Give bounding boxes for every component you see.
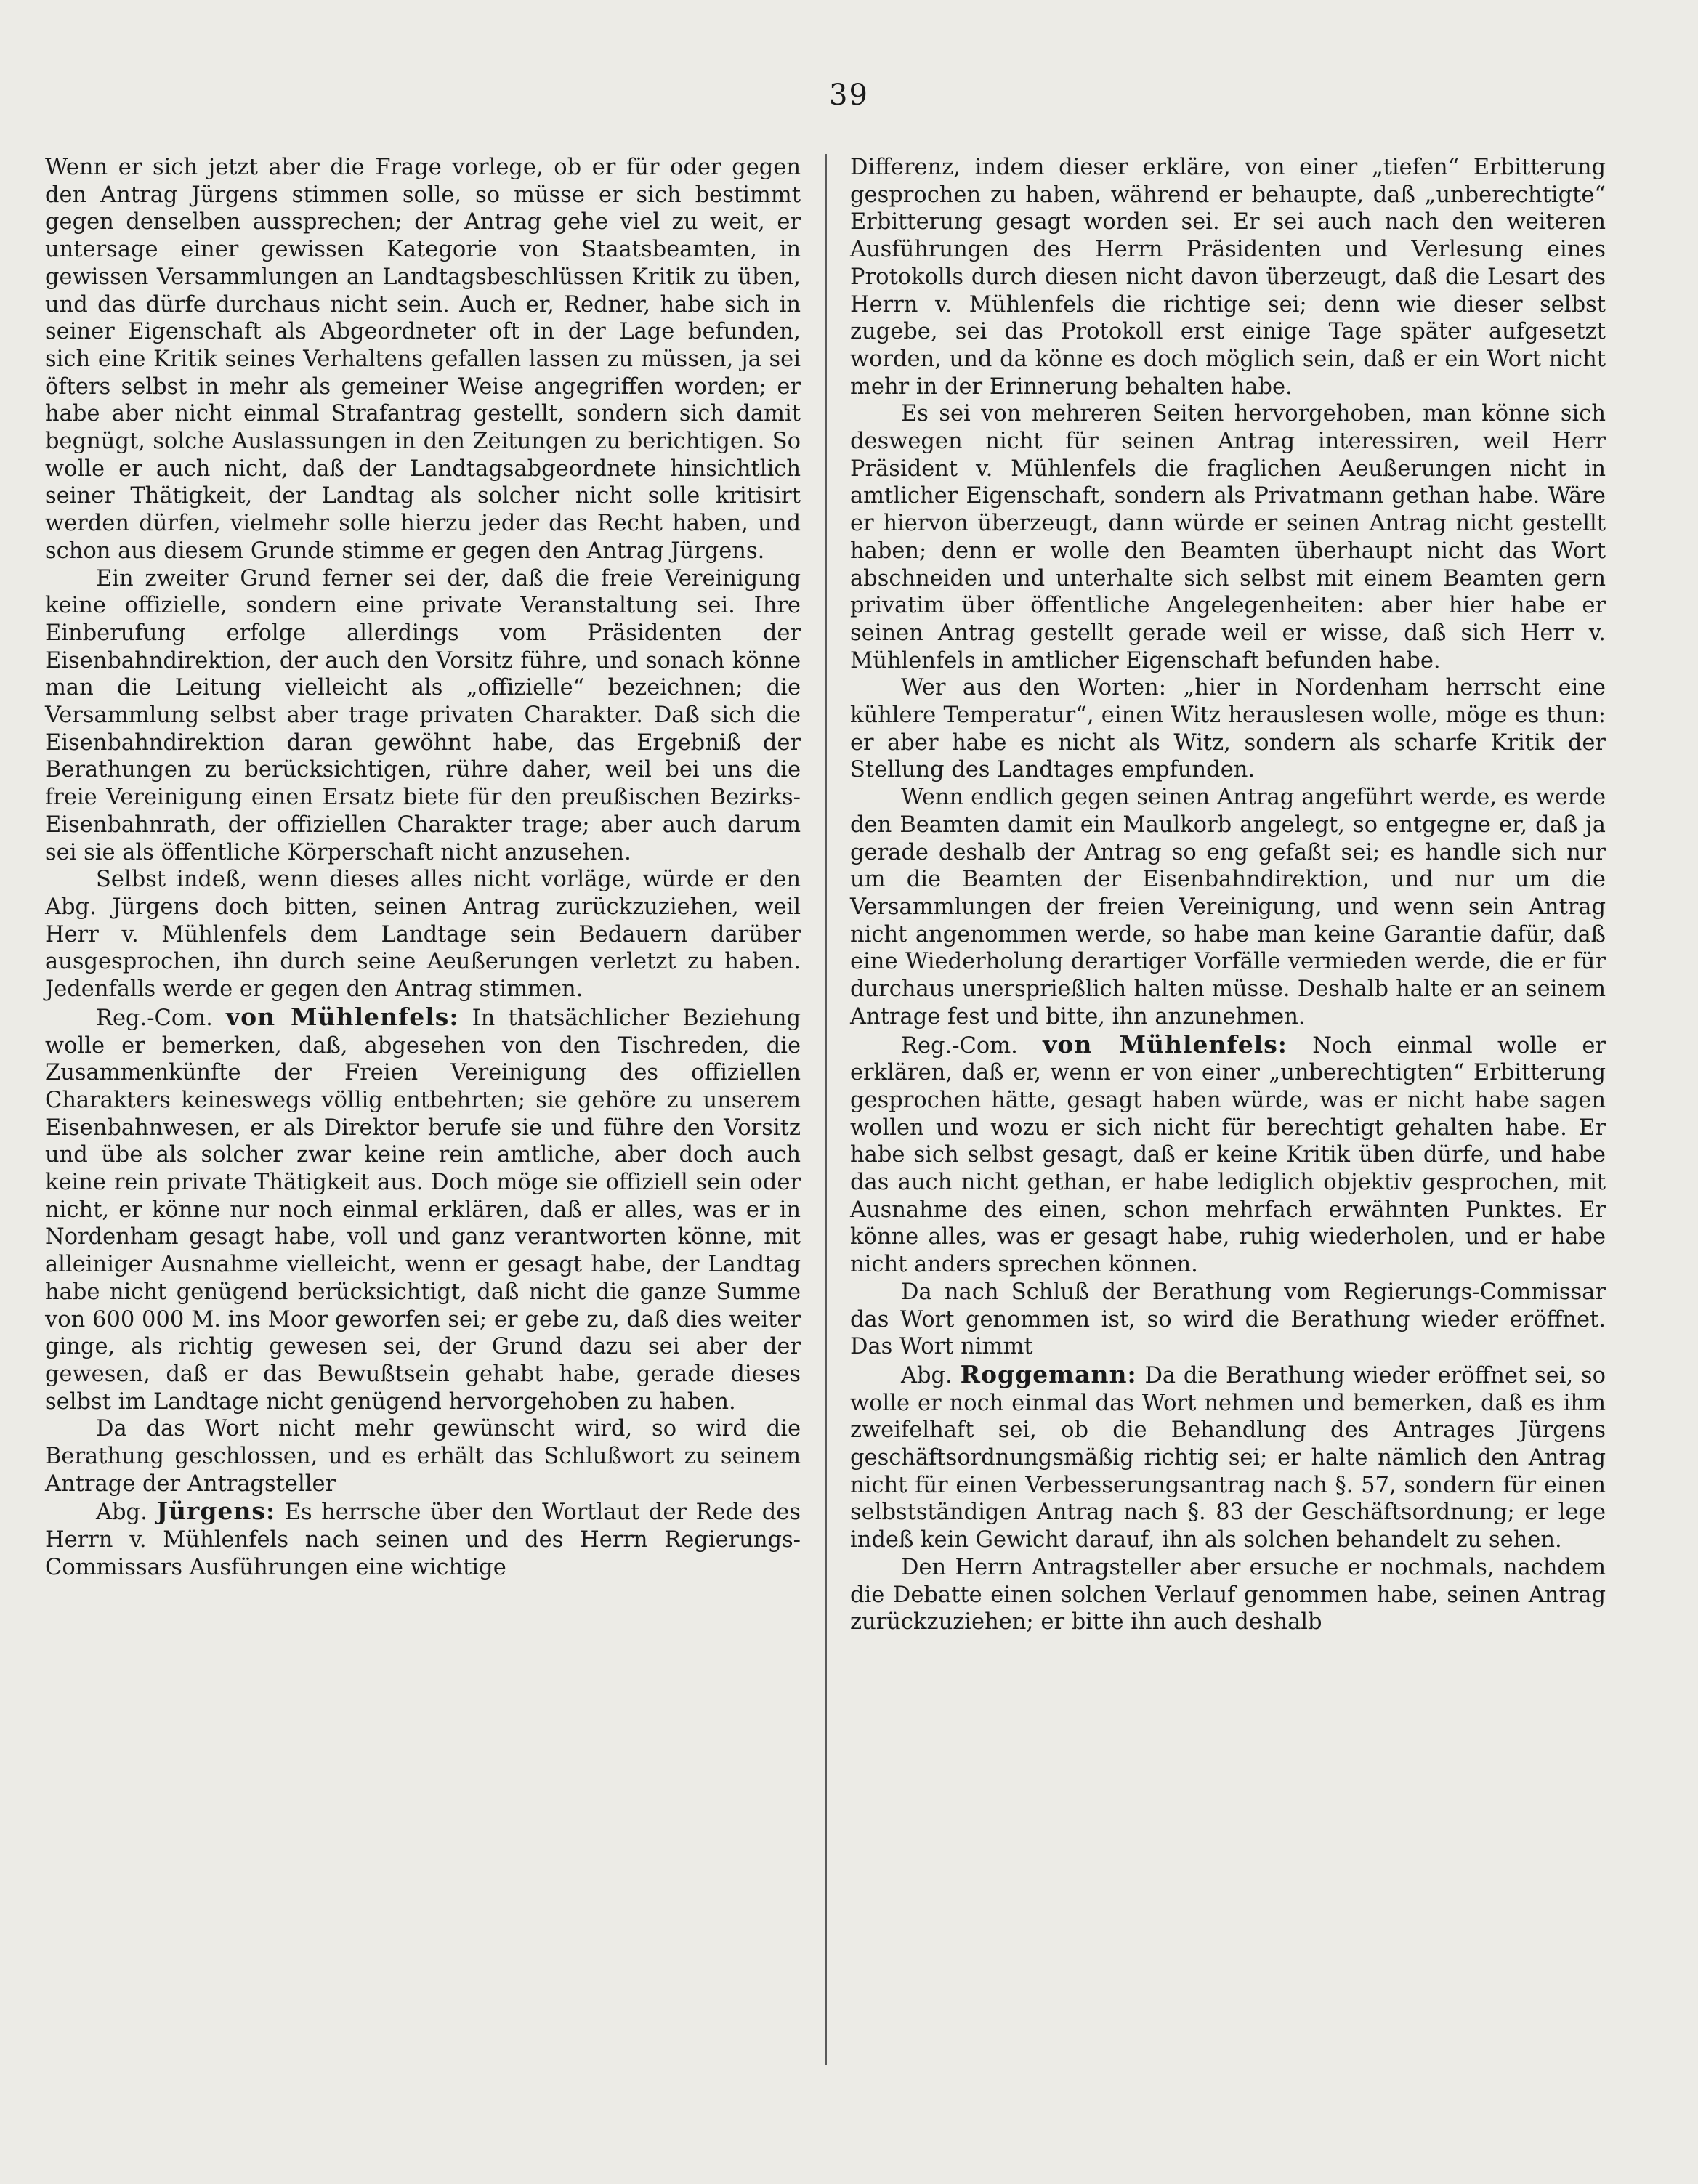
paragraph: Ein zweiter Grund ferner sei der, daß die freie Vereinigung keine offizielle, sondern eine private Veranstaltung sei. Ihre Einberufung erfolge allerdings vom Präsidenten der Eisenbahndirektion, der auch den Vorsitz führe, und sonach könne man die Leitung vielleicht als „offizielle“ bezeichnen; die Versammlung selbst aber trage privaten Charakter. Daß sich die Eisenbahndirektion daran gewöhnt habe, das Ergebniß der Berathungen zu berücksichtigen, rühre daher, weil bei uns die freie Vereinigung einen Ersatz biete für den preußischen Bezirks-Eisenbahnrath, der offiziellen Charakter trage; aber auch darum sei sie als öffentliche Körperschaft nicht anzusehen. <box>45 565 801 865</box>
speaker-prefix: Reg.-Com. <box>901 1032 1018 1059</box>
speaker-prefix: Abg. <box>96 1500 147 1526</box>
speaker-name: Roggemann: <box>960 1359 1137 1388</box>
speech-text: In thatsächlicher Beziehung wolle er bemerken, daß, abgesehen von den Tischreden, die Zusammenkünfte der Freien Vereinigung des offiziellen Charakters keineswegs völlig entbehrten; sie gehöre zu unserem Eisenbahnwesen, er als Direktor berufe sie und führe den Vorsitz und übe als solcher zwar keine rein amtliche, aber doch auch keine rein private Thätigkeit aus. Doch möge sie offiziell sein oder nicht, er könne nur noch einmal erklären, daß er alles, was er in Nordenham gesagt habe, voll und ganz verantworten könne, mit alleiniger Ausnahme vielleicht, wenn er gesagt habe, der Landtag habe nicht genügend berücksichtigt, daß nicht die ganze Summe von 600 000 M. ins Moor geworfen sei; er gebe zu, daß dies weiter ginge, als richtig gewesen sei, der Grund dazu sei aber der gewesen, daß er das Bewußtsein gehabt habe, gerade dieses selbst im Landtage nicht genügend hervorgehoben zu haben. <box>45 1005 801 1415</box>
speaker-name: von Mühlenfels: <box>225 1002 459 1031</box>
paragraph: Wenn endlich gegen seinen Antrag angeführt werde, es werde den Beamten damit ein Maulkorb angelegt, so entgegne er, daß ja gerade deshalb der Antrag so eng gefaßt sei; es handle sich nur um die Beamten der Eisenbahndirektion, und nur um die Versammlungen der freien Vereinigung, und wenn sein Antrag nicht angenommen werde, so habe man keine Garantie dafür, daß eine Wiederholung derartiger Vorfälle vermieden werde, die er für durchaus unersprießlich halten müsse. Deshalb halte er an seinem Antrage fest und bitte, ihn anzunehmen. <box>850 785 1606 1030</box>
speaker-name: Jürgens: <box>156 1497 276 1526</box>
paragraph: Da das Wort nicht mehr gewünscht wird, so wird die Berathung geschlossen, und es erhält das Schlußwort zu seinem Antrage der Antragsteller <box>45 1416 801 1497</box>
speech-paragraph <box>45 1497 801 1581</box>
speech-text: Es herrsche über den Wortlaut der Rede des Herrn v. Mühlenfels nach seinen und des Herrn Regierungs-Commissars Ausführungen eine wichtige <box>45 1500 801 1580</box>
speech-paragraph <box>45 1003 801 1416</box>
paragraph: Wer aus den Worten: „hier in Nordenham herrscht eine kühlere Temperatur“, einen Witz herauslesen wolle, möge es thun: er aber habe es nicht als Witz, sondern als scharfe Kritik der Stellung des Landtages empfunden. <box>850 675 1606 783</box>
speaker-prefix: Reg.-Com. <box>96 1005 213 1031</box>
speech-paragraph <box>850 1031 1606 1279</box>
paragraph: Wenn er sich jetzt aber die Frage vorlege, ob er für oder gegen den Antrag Jürgens stimmen solle, so müsse er sich bestimmt gegen denselben aussprechen; der Antrag gehe viel zu weit, er untersage einer gewissen Kategorie von Staatsbeamten, in gewissen Versammlungen an Landtagsbeschlüssen Kritik zu üben, und das dürfe durchaus nicht sein. Auch er, Redner, habe sich in seiner Eigenschaft als Abgeordneter oft in der Lage befunden, sich eine Kritik seines Verhaltens gefallen lassen zu müssen, ja sei öfters selbst in mehr als gemeiner Weise angegriffen worden; er habe aber nicht einmal Strafantrag gestellt, sondern sich damit begnügt, solche Auslassungen in den Zeitungen zu berichtigen. So wolle er auch nicht, daß der Landtagsabgeordnete hinsichtlich seiner Thätigkeit, der Landtag als solcher nicht solle kritisirt werden dürfen, vielmehr solle hierzu jeder das Recht haben, und schon aus diesem Grunde stimme er gegen den Antrag Jürgens. <box>45 155 801 564</box>
speaker-name: von Mühlenfels: <box>1043 1030 1287 1059</box>
paragraph: Da nach Schluß der Berathung vom Regierungs-Commissar das Wort genommen ist, so wird die Berathung wieder eröffnet. Das Wort nimmt <box>850 1279 1606 1360</box>
paragraph: Selbst indeß, wenn dieses alles nicht vorläge, würde er den Abg. Jürgens doch bitten, seinen Antrag zurückzuziehen, weil Herr v. Mühlenfels dem Landtage sein Bedauern darüber ausgesprochen, ihn durch seine Aeußerungen verletzt zu haben. Jedenfalls werde er gegen den Antrag stimmen. <box>45 867 801 1003</box>
page-number: 39 <box>829 78 869 112</box>
column-divider <box>825 154 827 2065</box>
speaker-prefix: Abg. <box>901 1362 953 1388</box>
paragraph: Den Herrn Antragsteller aber ersuche er nochmals, nachdem die Debatte einen solchen Verlauf genommen habe, seinen Antrag zurückzuziehen; er bitte ihn auch deshalb <box>850 1554 1606 1635</box>
paragraph: Es sei von mehreren Seiten hervorgehoben, man könne sich deswegen nicht für seinen Antrag interessiren, weil Herr Präsident v. Mühlenfels die fraglichen Aeußerungen nicht in amtlicher Eigenschaft, sondern als Privatmann gethan habe. Wäre er hiervon überzeugt, dann würde er seinen Antrag nicht gestellt haben; denn er wolle den Beamten überhaupt nicht das Wort abschneiden und unterhalte sich selbst mit einem Beamten gern privatim über öffentliche Angelegenheiten: aber hier habe er seinen Antrag gestellt gerade weil er wisse, daß sich Herr v. Mühlenfels in amtlicher Eigenschaft befunden habe. <box>850 401 1606 674</box>
speech-text: Da die Berathung wieder eröffnet sei, so wolle er noch einmal das Wort nehmen und bemerken, daß es ihm zweifelhaft sei, ob die Behandlung des Antrages Jürgens geschäftsordnungsmäßig richtig sei; er halte nämlich den Antrag nicht für einen Verbesserungsantrag nach §. 57, sondern für einen selbstständigen Antrag nach §. 83 der Geschäftsordnung; er lege indeß kein Gewicht darauf, ihn als solchen behandelt zu sehen. <box>850 1362 1606 1553</box>
left-column <box>45 154 801 1582</box>
right-column <box>850 154 1606 1636</box>
speech-text: Noch einmal wolle er erklären, daß er, wenn er von einer „unberechtigten“ Erbitterung gesprochen hätte, gesagt haben würde, was er nicht habe sagen wollen und wozu er sich nicht für berechtigt gehalten habe. Er habe sich selbst gesagt, daß er keine Kritik üben dürfe, und habe das auch nicht gethan, er habe lediglich objektiv gesprochen, mit Ausnahme des einen, schon mehrfach erwähnten Punktes. Er könne alles, was er gesagt habe, ruhig wiederholen, und er habe nicht anders sprechen können. <box>850 1032 1606 1278</box>
paragraph: Differenz, indem dieser erkläre, von einer „tiefen“ Erbitterung gesprochen zu haben, während er behaupte, daß „unberechtigte“ Erbitterung gesagt worden sei. Er sei auch nach den weiteren Ausführungen des Herrn Präsidenten und Verlesung eines Protokolls durch diesen nicht davon überzeugt, daß die Lesart des Herrn v. Mühlenfels die richtige sei; denn wie dieser selbst zugebe, sei das Protokoll erst einige Tage später aufgesetzt worden, und da könne es doch möglich sein, daß er ein Wort nicht mehr in der Erinnerung behalten habe. <box>850 155 1606 400</box>
speech-paragraph <box>850 1361 1606 1554</box>
